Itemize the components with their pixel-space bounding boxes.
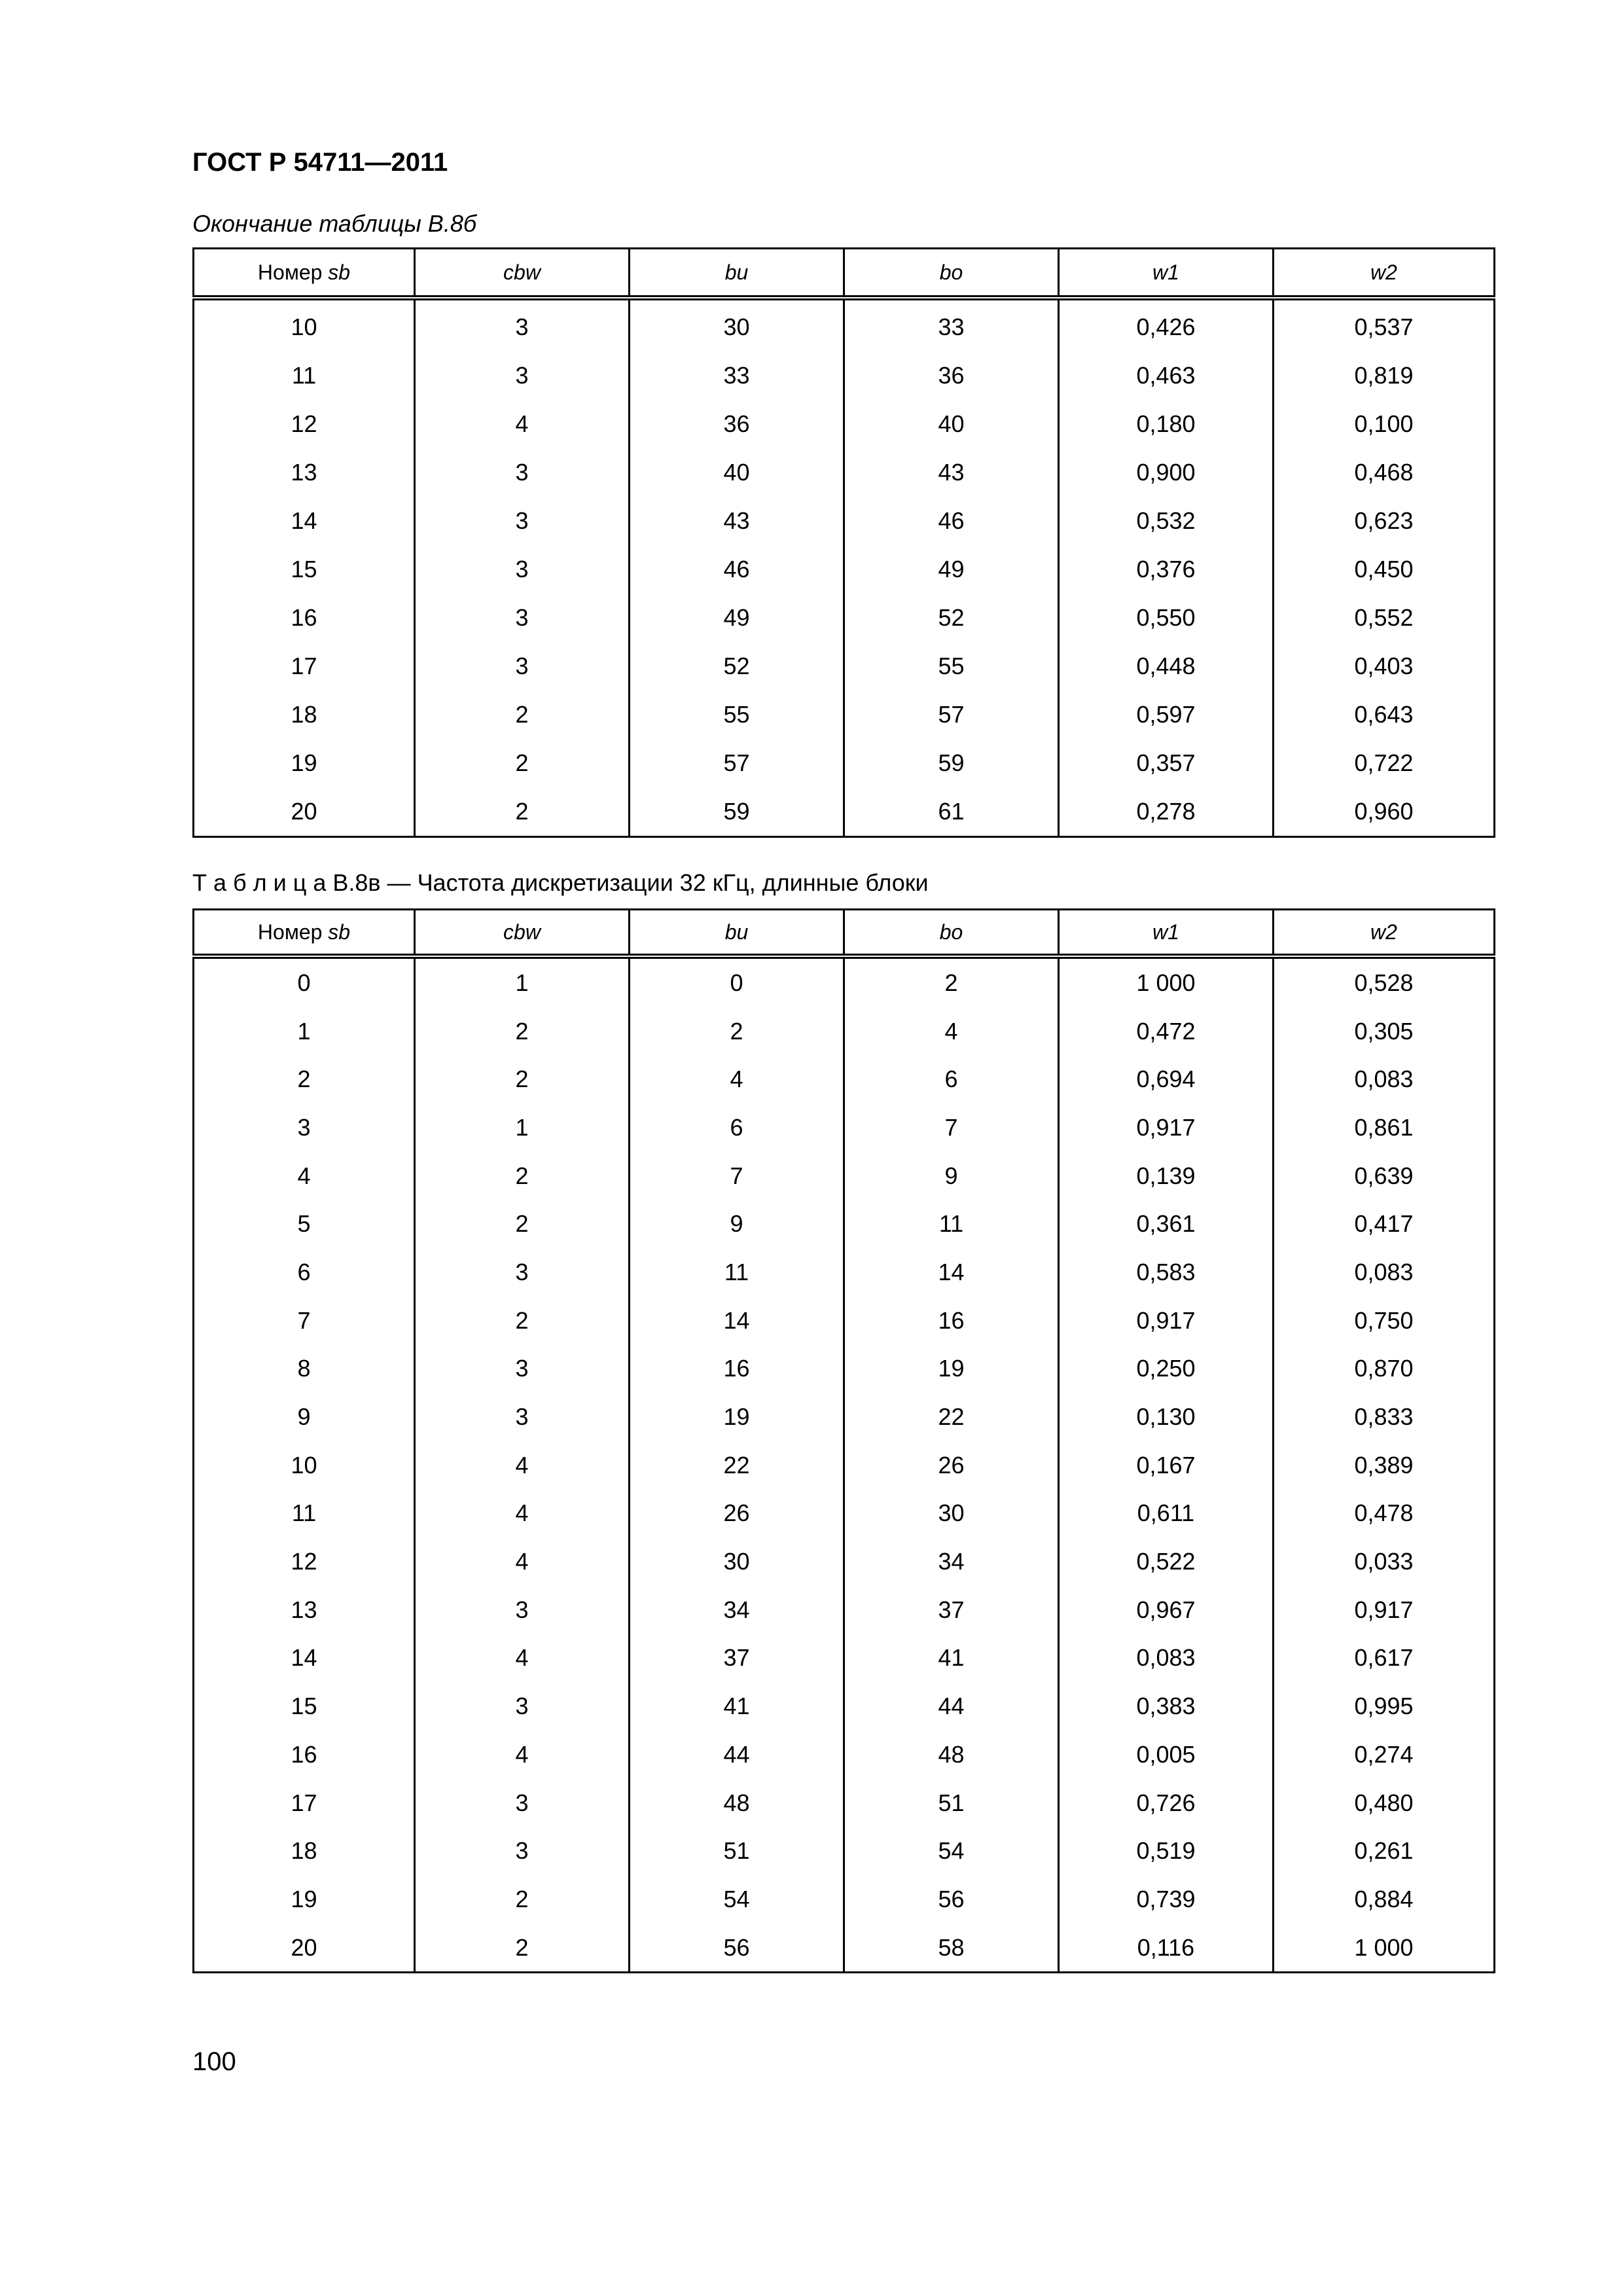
table-cell: 0,274 — [1274, 1731, 1495, 1779]
table-cell: 36 — [844, 351, 1059, 400]
table-cell: 56 — [630, 1924, 844, 1973]
table-cell: 0,639 — [1274, 1152, 1495, 1200]
table-cell: 43 — [630, 497, 844, 545]
column-header: w2 — [1274, 249, 1495, 298]
table-cell: 0,033 — [1274, 1537, 1495, 1586]
table-cell: 4 — [415, 1441, 630, 1490]
table-cell: 0,522 — [1059, 1537, 1274, 1586]
table-cell: 5 — [194, 1200, 415, 1248]
table-cell: 13 — [194, 1586, 415, 1634]
table-cell: 0,694 — [1059, 1055, 1274, 1103]
table-cell: 0,403 — [1274, 642, 1495, 691]
table-cell: 61 — [844, 787, 1059, 837]
table-cell: 3 — [415, 1393, 630, 1441]
table-cell: 26 — [844, 1441, 1059, 1490]
table-cell: 9 — [844, 1152, 1059, 1200]
table-cell: 0,278 — [1059, 787, 1274, 837]
table-cell: 0,389 — [1274, 1441, 1495, 1490]
table-cell: 36 — [630, 400, 844, 448]
table-cell: 7 — [194, 1297, 415, 1345]
table-cell: 14 — [194, 1634, 415, 1683]
table-cell: 49 — [630, 594, 844, 642]
table-b8b-caption: Окончание таблицы В.8б — [192, 210, 477, 237]
table-row — [194, 1827, 1495, 1875]
table-header-row — [194, 249, 1495, 298]
table-cell: 3 — [415, 1682, 630, 1731]
table-cell: 57 — [630, 739, 844, 787]
table-cell: 2 — [415, 691, 630, 739]
table-header-row — [194, 910, 1495, 957]
table-cell: 22 — [630, 1441, 844, 1490]
table-row — [194, 1490, 1495, 1538]
table-row — [194, 1586, 1495, 1634]
column-header: w2 — [1274, 910, 1495, 957]
table-row — [194, 691, 1495, 739]
table-cell: 0,552 — [1274, 594, 1495, 642]
table-row — [194, 400, 1495, 448]
table-row — [194, 497, 1495, 545]
table-cell: 0,917 — [1059, 1103, 1274, 1152]
table-row — [194, 642, 1495, 691]
table-cell: 0,550 — [1059, 594, 1274, 642]
table-cell: 2 — [194, 1055, 415, 1103]
document-code: ГОСТ Р 54711—2011 — [192, 148, 448, 177]
column-header: bu — [630, 249, 844, 298]
table-cell: 0,870 — [1274, 1345, 1495, 1393]
table-cell: 11 — [194, 351, 415, 400]
table-cell: 52 — [630, 642, 844, 691]
table-cell: 54 — [844, 1827, 1059, 1875]
table-cell: 1 000 — [1274, 1924, 1495, 1973]
table-cell: 0,383 — [1059, 1682, 1274, 1731]
table-cell: 2 — [415, 1875, 630, 1924]
table-cell: 46 — [630, 545, 844, 594]
table-cell: 0,468 — [1274, 448, 1495, 497]
column-header: w1 — [1059, 249, 1274, 298]
table-cell: 0,130 — [1059, 1393, 1274, 1441]
table-cell: 0,583 — [1059, 1248, 1274, 1297]
table-cell: 1 — [194, 1007, 415, 1056]
table-cell: 51 — [630, 1827, 844, 1875]
table-cell: 0,833 — [1274, 1393, 1495, 1441]
table-cell: 3 — [415, 642, 630, 691]
table-cell: 17 — [194, 642, 415, 691]
table-cell: 44 — [844, 1682, 1059, 1731]
table-cell: 22 — [844, 1393, 1059, 1441]
table-cell: 0,819 — [1274, 351, 1495, 400]
table-cell: 16 — [194, 1731, 415, 1779]
table-cell: 14 — [630, 1297, 844, 1345]
table-cell: 2 — [415, 787, 630, 837]
table-cell: 48 — [630, 1779, 844, 1827]
column-header: bu — [630, 910, 844, 957]
table-cell: 0,643 — [1274, 691, 1495, 739]
table-cell: 0,960 — [1274, 787, 1495, 837]
table-row — [194, 1055, 1495, 1103]
table-cell: 0,726 — [1059, 1779, 1274, 1827]
table-cell: 54 — [630, 1875, 844, 1924]
table-cell: 10 — [194, 298, 415, 351]
table-cell: 4 — [194, 1152, 415, 1200]
table-cell: 2 — [844, 956, 1059, 1007]
table-cell: 3 — [194, 1103, 415, 1152]
table-cell: 7 — [630, 1152, 844, 1200]
table-cell: 0,722 — [1274, 739, 1495, 787]
table-cell: 15 — [194, 1682, 415, 1731]
table-cell: 0,597 — [1059, 691, 1274, 739]
table-cell: 4 — [415, 400, 630, 448]
table-cell: 6 — [194, 1248, 415, 1297]
table-cell: 0,750 — [1274, 1297, 1495, 1345]
table-cell: 3 — [415, 1248, 630, 1297]
table-cell: 4 — [415, 1490, 630, 1538]
table-row — [194, 1441, 1495, 1490]
table-cell: 3 — [415, 448, 630, 497]
table-cell: 3 — [415, 1586, 630, 1634]
table-cell: 3 — [415, 1827, 630, 1875]
table-cell: 0,611 — [1059, 1490, 1274, 1538]
table-cell: 17 — [194, 1779, 415, 1827]
table-cell: 33 — [630, 351, 844, 400]
table-cell: 12 — [194, 400, 415, 448]
table-cell: 10 — [194, 1441, 415, 1490]
table-cell: 3 — [415, 351, 630, 400]
table-cell: 44 — [630, 1731, 844, 1779]
table-cell: 14 — [844, 1248, 1059, 1297]
table-cell: 0,357 — [1059, 739, 1274, 787]
table-cell: 0,005 — [1059, 1731, 1274, 1779]
table-cell: 30 — [630, 1537, 844, 1586]
table-cell: 8 — [194, 1345, 415, 1393]
table-row — [194, 739, 1495, 787]
table-cell: 34 — [630, 1586, 844, 1634]
table-cell: 19 — [630, 1393, 844, 1441]
table-cell: 0,167 — [1059, 1441, 1274, 1490]
table-b8v-caption: Т а б л и ц а В.8в — Частота дискретизации 32 кГц, длинные блоки — [192, 869, 929, 896]
table-cell: 16 — [194, 594, 415, 642]
page-number: 100 — [192, 2047, 236, 2076]
table-cell: 0,463 — [1059, 351, 1274, 400]
table-cell: 12 — [194, 1537, 415, 1586]
table-row — [194, 956, 1495, 1007]
column-header: w1 — [1059, 910, 1274, 957]
table-cell: 2 — [415, 739, 630, 787]
table-cell: 41 — [630, 1682, 844, 1731]
table-cell: 0,261 — [1274, 1827, 1495, 1875]
column-header: Номер sb — [194, 910, 415, 957]
table-row — [194, 298, 1495, 351]
table-cell: 0,083 — [1274, 1055, 1495, 1103]
table-cell: 30 — [844, 1490, 1059, 1538]
table-cell: 0,448 — [1059, 642, 1274, 691]
table-row — [194, 448, 1495, 497]
table-cell: 0,083 — [1274, 1248, 1495, 1297]
table-cell: 1 — [415, 1103, 630, 1152]
table-cell: 0 — [630, 956, 844, 1007]
table-cell: 30 — [630, 298, 844, 351]
table-cell: 0,884 — [1274, 1875, 1495, 1924]
table-cell: 0,480 — [1274, 1779, 1495, 1827]
table-cell: 37 — [630, 1634, 844, 1683]
table-cell: 0,100 — [1274, 400, 1495, 448]
table-cell: 3 — [415, 1779, 630, 1827]
column-header: cbw — [415, 249, 630, 298]
table-cell: 0,083 — [1059, 1634, 1274, 1683]
table-cell: 2 — [415, 1297, 630, 1345]
table-cell: 11 — [630, 1248, 844, 1297]
table-cell: 0,519 — [1059, 1827, 1274, 1875]
table-cell: 0,900 — [1059, 448, 1274, 497]
table-cell: 0,361 — [1059, 1200, 1274, 1248]
table-cell: 51 — [844, 1779, 1059, 1827]
table-row — [194, 1103, 1495, 1152]
column-header: bo — [844, 249, 1059, 298]
table-cell: 2 — [415, 1055, 630, 1103]
table-cell: 7 — [844, 1103, 1059, 1152]
table-row — [194, 1924, 1495, 1973]
table-cell: 3 — [415, 594, 630, 642]
table-row — [194, 1875, 1495, 1924]
table-cell: 49 — [844, 545, 1059, 594]
table-cell: 4 — [630, 1055, 844, 1103]
table-cell: 26 — [630, 1490, 844, 1538]
table-cell: 3 — [415, 298, 630, 351]
table-row — [194, 1634, 1495, 1683]
table-cell: 20 — [194, 1924, 415, 1973]
table-cell: 59 — [844, 739, 1059, 787]
table-cell: 0,917 — [1274, 1586, 1495, 1634]
table-cell: 2 — [415, 1152, 630, 1200]
table-cell: 0,426 — [1059, 298, 1274, 351]
table-cell: 13 — [194, 448, 415, 497]
table-row — [194, 1393, 1495, 1441]
table-cell: 14 — [194, 497, 415, 545]
table-cell: 1 000 — [1059, 956, 1274, 1007]
table-cell: 6 — [844, 1055, 1059, 1103]
table-cell: 4 — [844, 1007, 1059, 1056]
table-row — [194, 1731, 1495, 1779]
table-row — [194, 1537, 1495, 1586]
table-row — [194, 1682, 1495, 1731]
table-cell: 57 — [844, 691, 1059, 739]
table-cell: 0 — [194, 956, 415, 1007]
table-b8v — [192, 908, 1495, 1973]
table-cell: 0,623 — [1274, 497, 1495, 545]
table-cell: 0,528 — [1274, 956, 1495, 1007]
table-cell: 33 — [844, 298, 1059, 351]
table-cell: 19 — [194, 739, 415, 787]
table-cell: 2 — [415, 1924, 630, 1973]
table-row — [194, 1007, 1495, 1056]
table-cell: 0,861 — [1274, 1103, 1495, 1152]
table-cell: 0,537 — [1274, 298, 1495, 351]
table-cell: 3 — [415, 497, 630, 545]
table-cell: 56 — [844, 1875, 1059, 1924]
table-cell: 0,139 — [1059, 1152, 1274, 1200]
table-cell: 0,617 — [1274, 1634, 1495, 1683]
table-row — [194, 1200, 1495, 1248]
table-cell: 0,305 — [1274, 1007, 1495, 1056]
table-cell: 4 — [415, 1634, 630, 1683]
table-cell: 48 — [844, 1731, 1059, 1779]
table-cell: 11 — [844, 1200, 1059, 1248]
table-cell: 18 — [194, 1827, 415, 1875]
table-cell: 2 — [630, 1007, 844, 1056]
table-cell: 4 — [415, 1731, 630, 1779]
table-cell: 19 — [844, 1345, 1059, 1393]
table-cell: 0,376 — [1059, 545, 1274, 594]
table-row — [194, 351, 1495, 400]
table-cell: 11 — [194, 1490, 415, 1538]
table-b8b — [192, 247, 1495, 838]
table-cell: 0,967 — [1059, 1586, 1274, 1634]
table-cell: 43 — [844, 448, 1059, 497]
table-cell: 4 — [415, 1537, 630, 1586]
table-cell: 0,739 — [1059, 1875, 1274, 1924]
table-row — [194, 594, 1495, 642]
table-cell: 55 — [630, 691, 844, 739]
table-row — [194, 1297, 1495, 1345]
table-row — [194, 545, 1495, 594]
table-cell: 2 — [415, 1200, 630, 1248]
table-cell: 15 — [194, 545, 415, 594]
table-row — [194, 1779, 1495, 1827]
table-cell: 37 — [844, 1586, 1059, 1634]
table-cell: 0,450 — [1274, 545, 1495, 594]
table-row — [194, 1345, 1495, 1393]
table-row — [194, 1152, 1495, 1200]
table-cell: 0,116 — [1059, 1924, 1274, 1973]
table-cell: 16 — [844, 1297, 1059, 1345]
table-row — [194, 1248, 1495, 1297]
table-row — [194, 787, 1495, 837]
table-cell: 40 — [844, 400, 1059, 448]
table-cell: 40 — [630, 448, 844, 497]
table-cell: 0,478 — [1274, 1490, 1495, 1538]
table-cell: 2 — [415, 1007, 630, 1056]
column-header: cbw — [415, 910, 630, 957]
table-cell: 3 — [415, 1345, 630, 1393]
table-cell: 3 — [415, 545, 630, 594]
table-cell: 1 — [415, 956, 630, 1007]
table-cell: 0,472 — [1059, 1007, 1274, 1056]
table-cell: 16 — [630, 1345, 844, 1393]
table-cell: 46 — [844, 497, 1059, 545]
table-cell: 41 — [844, 1634, 1059, 1683]
table-cell: 0,532 — [1059, 497, 1274, 545]
table-cell: 0,250 — [1059, 1345, 1274, 1393]
table-cell: 20 — [194, 787, 415, 837]
table-cell: 0,417 — [1274, 1200, 1495, 1248]
table-cell: 19 — [194, 1875, 415, 1924]
table-cell: 9 — [194, 1393, 415, 1441]
table-cell: 0,917 — [1059, 1297, 1274, 1345]
table-cell: 55 — [844, 642, 1059, 691]
column-header: Номер sb — [194, 249, 415, 298]
table-cell: 6 — [630, 1103, 844, 1152]
table-cell: 58 — [844, 1924, 1059, 1973]
table-cell: 59 — [630, 787, 844, 837]
table-cell: 18 — [194, 691, 415, 739]
column-header: bo — [844, 910, 1059, 957]
table-cell: 52 — [844, 594, 1059, 642]
table-cell: 0,180 — [1059, 400, 1274, 448]
table-cell: 34 — [844, 1537, 1059, 1586]
table-cell: 0,995 — [1274, 1682, 1495, 1731]
table-cell: 9 — [630, 1200, 844, 1248]
